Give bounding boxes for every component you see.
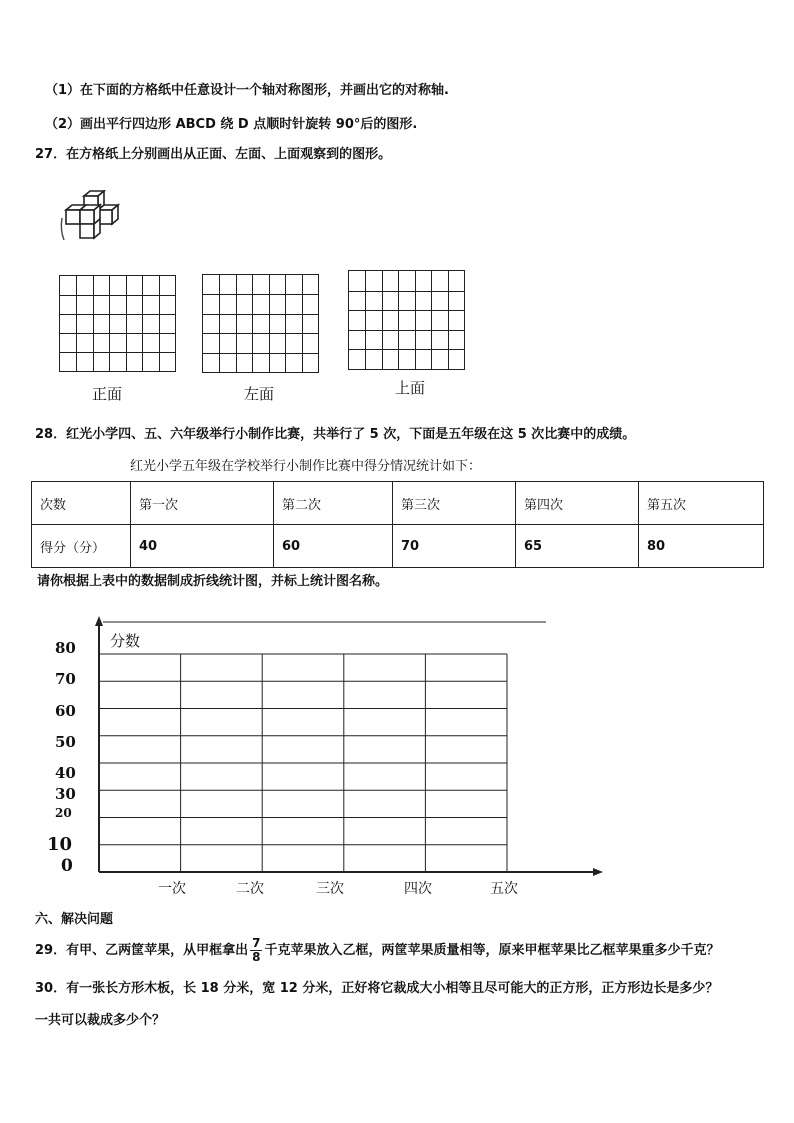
grid-line (285, 275, 286, 372)
grid-line (203, 333, 318, 334)
grid-line (365, 271, 366, 369)
x-tick: 一次 (158, 881, 186, 897)
table-header-cell: 次数 (32, 482, 131, 525)
grid-label-front: 正面 (92, 385, 123, 403)
table-row (32, 525, 764, 568)
grid-line (269, 275, 270, 372)
grid-line (219, 275, 220, 372)
table-cell: 80 (639, 525, 764, 568)
grid-line (203, 353, 318, 354)
grid-line (431, 271, 432, 369)
grid-line (349, 330, 464, 331)
grid-line (76, 276, 77, 371)
table-cell: 65 (516, 525, 639, 568)
grid-line (349, 310, 464, 311)
y-tick: 0 (61, 856, 73, 876)
score-table (31, 481, 764, 568)
grid-label-left: 左面 (244, 385, 275, 403)
y-axis-label: 分数 (110, 632, 141, 650)
x-axis-arrow (593, 868, 603, 876)
q27-text: 27．在方格纸上分别画出从正面、左面、上面观察到的图形。 (35, 147, 392, 162)
grid-line (109, 276, 110, 371)
q26-item1: （1）在下面的方格纸中任意设计一个轴对称图形，并画出它的对称轴. (45, 83, 449, 98)
grid-line (159, 276, 160, 371)
x-tick: 四次 (404, 881, 432, 897)
grid-line (203, 294, 318, 295)
y-tick: 70 (55, 670, 76, 688)
grid-line (398, 271, 399, 369)
q29-text-after: 千克苹果放入乙框，两筐苹果质量相等，原来甲框苹果比乙框苹果重多少千克？ (264, 943, 720, 958)
grid-line (126, 276, 127, 371)
fraction-numerator: 7 (252, 936, 261, 950)
q30-line2: 一共可以裁成多少个？ (35, 1013, 166, 1028)
table-header-cell: 第二次 (274, 482, 393, 525)
grid-line (236, 275, 237, 372)
fraction (250, 937, 262, 964)
grid-label-top: 上面 (395, 379, 426, 397)
grid-line (60, 352, 175, 353)
grid-line (349, 291, 464, 292)
fraction-denominator: 8 (252, 950, 261, 964)
grid-line (60, 314, 175, 315)
q28-table-title: 红光小学五年级在学校举行小制作比赛中得分情况统计如下： (130, 459, 482, 474)
section6-heading: 六、解决问题 (35, 912, 114, 927)
table-header-cell: 第四次 (516, 482, 639, 525)
cube-figure (58, 190, 130, 250)
grid-line (382, 271, 383, 369)
grid-line (203, 314, 318, 315)
y-tick: 40 (55, 764, 76, 782)
q28-instruction: 请你根据上表中的数据制成折线统计图，并标上统计图名称。 (37, 574, 389, 589)
grid-line (252, 275, 253, 372)
table-header-cell: 第三次 (393, 482, 516, 525)
q28-text: 28．红光小学四、五、六年级举行小制作比赛，共举行了 5 次，下面是五年级在这 5 次比赛中的成绩。 (35, 427, 636, 442)
y-tick: 20 (55, 806, 72, 820)
grid-line (415, 271, 416, 369)
q29-text (35, 932, 719, 970)
y-axis-arrow (95, 616, 103, 626)
table-header-row (32, 482, 764, 525)
grid-line (93, 276, 94, 371)
table-cell: 得分（分） (32, 525, 131, 568)
y-tick: 30 (55, 785, 76, 803)
x-tick: 二次 (236, 881, 264, 897)
q29-text-before: 29．有甲、乙两筐苹果，从甲框拿出 (35, 943, 249, 958)
x-tick: 五次 (490, 881, 518, 897)
q26-item2: （2）画出平行四边形 ABCD 绕 D 点顺时针旋转 90°后的图形. (45, 117, 418, 132)
grid-line (60, 333, 175, 334)
q30-line1: 30．有一张长方形木板，长 18 分米，宽 12 分米，正好将它裁成大小相等且尽可能大的正方形，正方形边长是多少？ (35, 981, 719, 996)
y-tick: 50 (55, 733, 76, 751)
grid-front (59, 275, 176, 372)
table-cell: 40 (131, 525, 274, 568)
y-tick: 80 (55, 639, 76, 657)
grid-left (202, 274, 319, 373)
x-tick: 三次 (316, 881, 344, 897)
grid-line (302, 275, 303, 372)
chart-grid (99, 654, 507, 872)
y-tick: 10 (47, 834, 73, 855)
grid-line (142, 276, 143, 371)
grid-top (348, 270, 465, 370)
grid-line (448, 271, 449, 369)
table-header-cell: 第五次 (639, 482, 764, 525)
grid-line (349, 349, 464, 350)
y-tick: 60 (55, 702, 76, 720)
table-cell: 70 (393, 525, 516, 568)
table-cell: 60 (274, 525, 393, 568)
table-header-cell: 第一次 (131, 482, 274, 525)
grid-line (60, 295, 175, 296)
